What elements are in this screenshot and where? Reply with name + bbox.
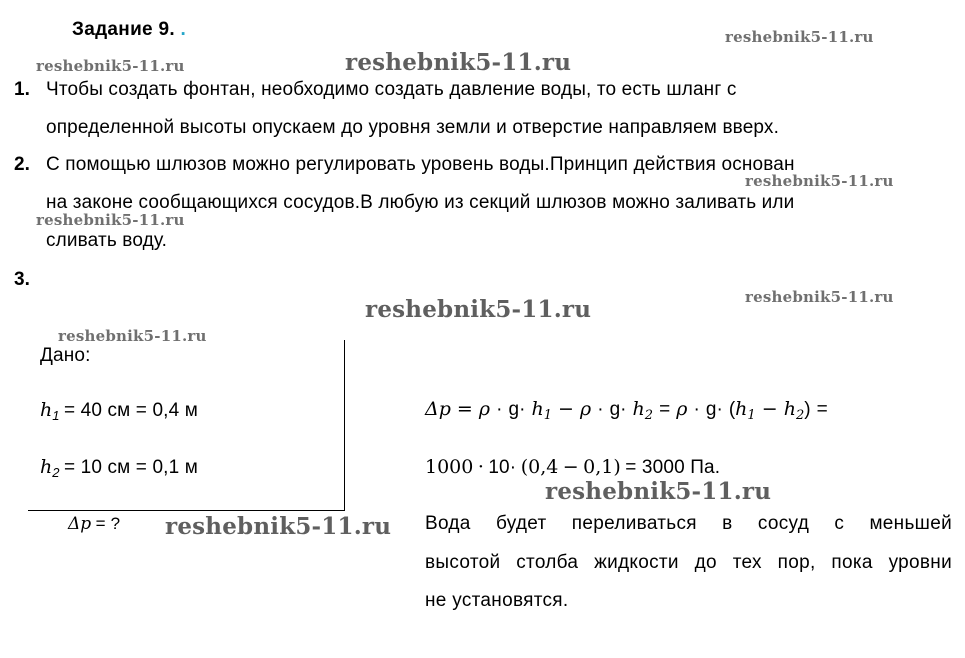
- watermark: reshebnik5-11.ru: [725, 28, 874, 46]
- calc-c: 0,4: [528, 456, 559, 478]
- formula-g-3: g: [705, 399, 717, 420]
- task-title: [72, 19, 186, 41]
- task-title-text: Задание 9.: [72, 19, 175, 40]
- formula-dot-5: ·: [693, 399, 700, 420]
- formula-h-3-index: 1: [747, 408, 756, 423]
- formula-g-2: g: [609, 399, 621, 420]
- given-h2-index: 2: [52, 465, 60, 480]
- watermark: reshebnik5-11.ru: [745, 288, 894, 306]
- formula-rho-2: ρ: [579, 398, 592, 420]
- calc-dot-1: ·: [477, 456, 484, 478]
- formula-h-3: h: [735, 398, 748, 420]
- conclusion-line-2: высотой столба жидкости до тех пор, пока уровни: [425, 552, 952, 573]
- calc-b: 10: [488, 457, 510, 478]
- formula-h-4: h: [783, 398, 796, 420]
- given-find-rest: = ?: [95, 514, 121, 533]
- formula-dot-6: ·: [716, 399, 723, 420]
- given-label: Дано:: [40, 345, 91, 366]
- formula-g-1: g: [508, 399, 520, 420]
- watermark: reshebnik5-11.ru: [345, 49, 572, 76]
- formula-minus-2: −: [761, 398, 778, 420]
- given-find: [68, 514, 120, 534]
- conclusion-line-3: не установятся.: [425, 590, 569, 611]
- item-2-number: 2.: [14, 154, 30, 175]
- formula-h-1-index: 1: [543, 408, 552, 423]
- item-1-line-1: Чтобы создать фонтан, необходимо создать давление воды, то есть шланг с: [46, 79, 737, 100]
- conclusion-line-1: Вода будет переливаться в сосуд с меньшей: [425, 513, 952, 534]
- item-2-line-3: сливать воду.: [46, 230, 168, 251]
- formula-dot-4: ·: [620, 399, 627, 420]
- formula-h-4-index: 2: [795, 408, 805, 423]
- calc-d: 0,1: [583, 456, 614, 478]
- solution-calc: 1000 · 10· (0,4 − 0,1) = 3000 Па.: [425, 456, 721, 478]
- watermark: reshebnik5-11.ru: [545, 478, 772, 505]
- given-h1-index: 1: [52, 408, 60, 423]
- formula-dot-3: ·: [597, 399, 604, 420]
- item-1-line-2: определенной высоты опускаем до уровня земли и отверстие направляем вверх.: [46, 117, 780, 138]
- item-2-line-1: С помощью шлюзов можно регулировать уровень воды.Принцип действия основан: [46, 154, 795, 175]
- given-divider-vertical: [344, 340, 345, 510]
- watermark: reshebnik5-11.ru: [745, 172, 894, 190]
- calc-result: = 3000 Па.: [625, 457, 721, 478]
- formula-h-2: h: [632, 398, 645, 420]
- given-h1-symbol: h: [40, 399, 53, 421]
- watermark: reshebnik5-11.ru: [58, 327, 207, 345]
- watermark: reshebnik5-11.ru: [365, 296, 592, 323]
- formula-eq-1: =: [659, 399, 671, 420]
- item-1-number: 1.: [14, 79, 30, 100]
- formula-minus-1: −: [558, 398, 574, 420]
- given-h1: [40, 399, 198, 423]
- formula-h-1: h: [531, 398, 544, 420]
- formula-rho-1: ρ: [478, 398, 491, 420]
- watermark: reshebnik5-11.ru: [36, 57, 185, 75]
- calc-a: 1000: [425, 456, 474, 478]
- formula-dot-2: ·: [519, 399, 526, 420]
- item-2-line-2: на законе сообщающихся сосудов.В любую из секций шлюзов можно заливать или: [46, 192, 795, 213]
- given-divider-horizontal: [28, 510, 345, 511]
- calc-dot-2: ·: [509, 457, 517, 478]
- item-3-number: 3.: [14, 269, 30, 290]
- formula-dp: Δp =: [425, 398, 473, 420]
- title-dot: .: [180, 19, 187, 40]
- solution-formula: $\Delta p = \rho \cdot g\cdot h_1 - \rho \cdot g\cdot h_2 = \rho \cdot g\cdot (h_1 - h_2)$ =: [425, 398, 828, 423]
- given-h2-symbol: h: [40, 456, 53, 478]
- formula-eq-2: =: [816, 399, 828, 420]
- watermark: reshebnik5-11.ru: [165, 513, 392, 540]
- given-h1-value: = 40 см = 0,4 м: [63, 400, 198, 421]
- given-h2-value: = 10 см = 0,1 м: [63, 457, 198, 478]
- calc-minus: −: [562, 456, 579, 478]
- formula-rho-3: ρ: [676, 398, 688, 420]
- watermark: reshebnik5-11.ru: [36, 211, 185, 229]
- given-find-symbol: Δp: [68, 514, 92, 534]
- given-h2: [40, 456, 198, 480]
- formula-h-2-index: 2: [644, 408, 654, 423]
- formula-dot-1: ·: [496, 399, 503, 420]
